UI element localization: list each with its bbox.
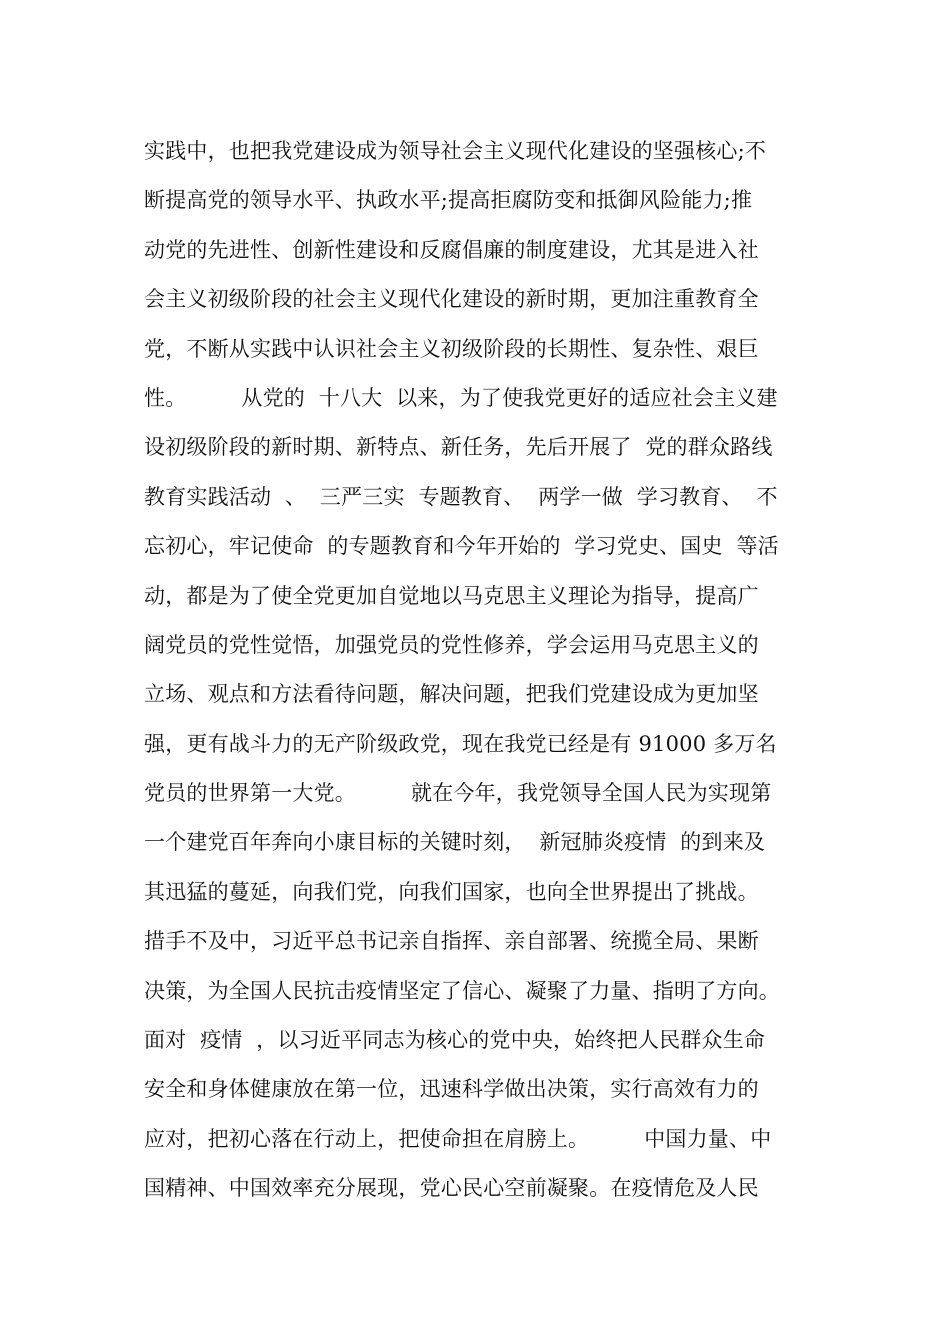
- text-line: 决策，为全国人民抗击疫情坚定了信心、凝聚了力量、指明了方向。: [144, 978, 780, 1003]
- text-line: 面对 疫情 ，以习近平同志为核心的党中央，始终把人民群众生命: [144, 1028, 766, 1053]
- text-line: 强，更有战斗力的无产阶级政党，现在我党已经是有 91000 多万名: [144, 731, 777, 756]
- text-line: 国精神、中国效率充分展现，党心民心空前凝聚。在疫情危及人民: [144, 1176, 759, 1201]
- text-line: 动党的先进性、创新性建设和反腐倡廉的制度建设，尤其是进入社: [144, 237, 759, 262]
- text-line: 设初级阶段的新时期、新特点、新任务，先后开展了 党的群众路线: [144, 435, 773, 460]
- text-line: 安全和身体健康放在第一位，迅速科学做出决策，实行高效有力的: [144, 1077, 759, 1102]
- body-text: [144, 131, 824, 1218]
- text-line: 断提高党的领导水平、执政水平;提高拒腐防变和抵御风险能力;推: [144, 188, 753, 213]
- text-line: 阔党员的党性觉悟，加强党员的党性修养，学会运用马克思主义的: [144, 632, 759, 657]
- text-line: 其迅猛的蔓延，向我们党，向我们国家，也向全世界提出了挑战。: [144, 879, 759, 904]
- text-line: 会主义初级阶段的社会主义现代化建设的新时期，更加注重教育全: [144, 287, 759, 312]
- text-line: 性。 从党的 十八大 以来，为了使我党更好的适应社会主义建: [144, 385, 778, 410]
- text-line: 党员的世界第一大党。 就在今年，我党领导全国人民为实现第: [144, 781, 772, 806]
- text-line: 措手不及中，习近平总书记亲自指挥、亲自部署、统揽全局、果断: [144, 929, 759, 954]
- text-line: 党，不断从实践中认识社会主义初级阶段的长期性、复杂性、艰巨: [144, 336, 759, 361]
- text-line: 动，都是为了使全党更加自觉地以马克思主义理论为指导，提高广: [144, 583, 759, 608]
- text-line: 忘初心，牢记使命 的专题教育和今年开始的 学习党史、国史 等活: [144, 534, 779, 559]
- text-line: 应对，把初心落在行动上，把使命担在肩膀上。 中国力量、中: [144, 1126, 772, 1151]
- text-line: 实践中，也把我党建设成为领导社会主义现代化建设的坚强核心;不: [144, 139, 767, 163]
- text-line: 一个建党百年奔向小康目标的关键时刻， 新冠肺炎疫情 的到来及: [144, 830, 766, 855]
- text-line: 教育实践活动 、 三严三实 专题教育、 两学一做 学习教育、 不: [144, 484, 778, 509]
- text-line: 立场、观点和方法看待问题，解决问题，把我们党建设成为更加坚: [144, 682, 759, 707]
